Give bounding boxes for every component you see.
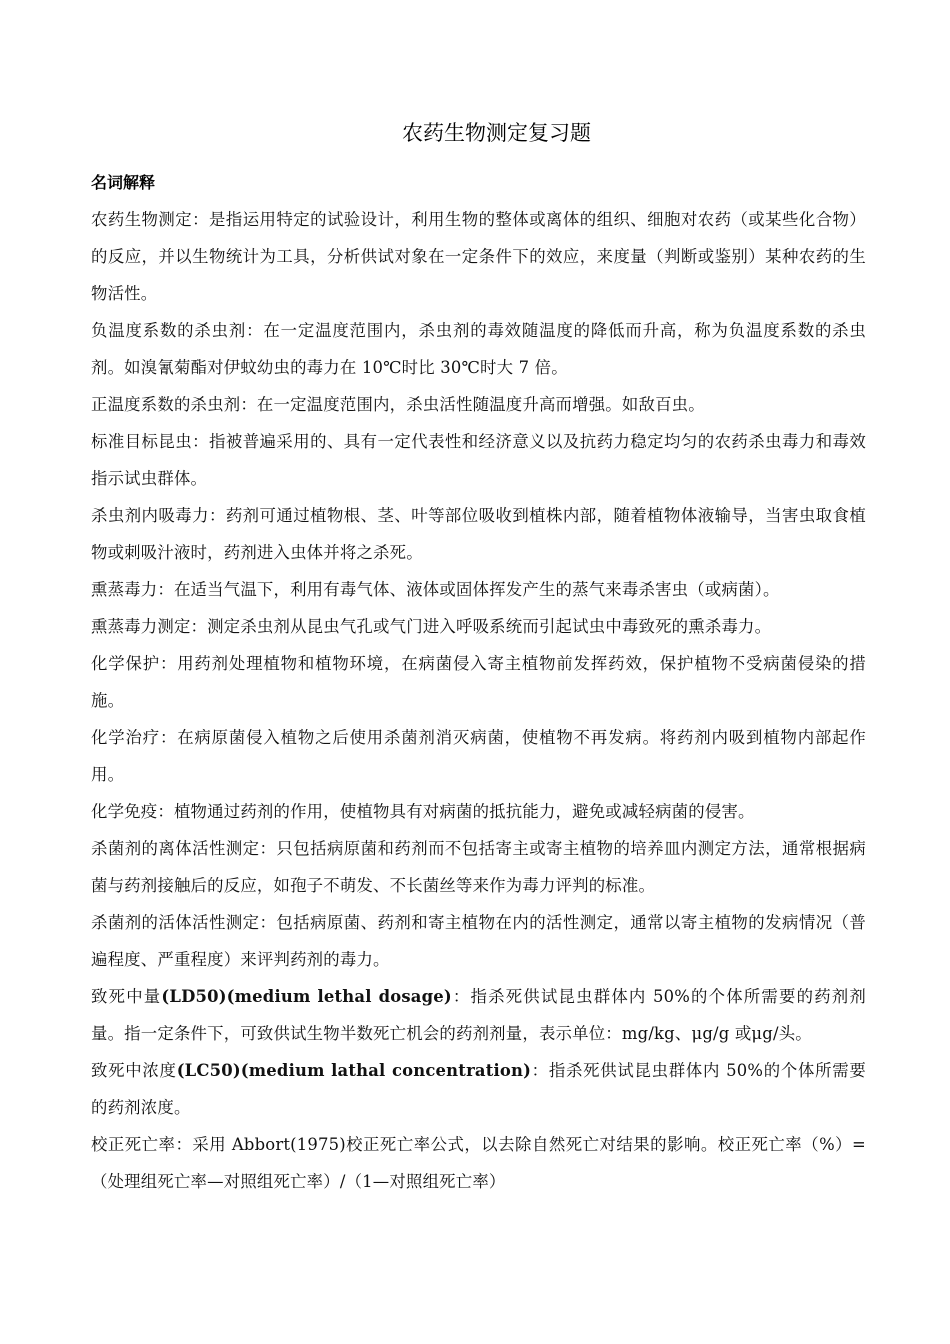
definition-entry [91,571,866,608]
definition-entry [91,312,866,386]
definition-term: 熏蒸毒力： [91,580,174,599]
definition-text: 药剂可通过植物根、茎、叶等部位吸收到植株内部，随着植物体液输导，当害虫取食植物或刺吸汁液时，药剂进入虫体并将之杀死。 [91,506,866,562]
definition-text: 采用 Abbort(1975)校正死亡率公式，以去除自然死亡对结果的影响。校正死亡率（%）=（处理组死亡率—对照组死亡率）/（1—对照组死亡率） [91,1135,866,1191]
definition-term-tail: ： [531,1061,549,1080]
definition-term: 化学保护： [91,654,178,673]
definition-term: 正温度系数的杀虫剂： [91,395,257,414]
definition-text: 测定杀虫剂从昆虫气孔或气门进入呼吸系统而引起试虫中毒致死的熏杀毒力。 [207,617,772,636]
section-heading: 名词解释 [91,173,156,192]
definition-term: 农药生物测定： [91,210,209,229]
definition-entry [91,608,866,645]
definition-term: 化学免疫： [91,802,174,821]
definition-term: 杀菌剂的活体活性测定： [91,913,277,932]
definition-text: 只包括病原菌和药剂而不包括寄主或寄主植物的培养皿内测定方法，通常根据病菌与药剂接触后的反应，如孢子不萌发、不长菌丝等来作为毒力评判的标准。 [91,839,866,895]
definition-term: 熏蒸毒力测定： [91,617,208,636]
definition-term-tail: ： [451,987,471,1006]
definition-text: 植物通过药剂的作用，使植物具有对病菌的抵抗能力，避免或减轻病菌的侵害。 [173,802,755,821]
definition-text: 是指运用特定的试验设计，利用生物的整体或离体的组织、细胞对农药（或某些化合物）的反应，并以生物统计为工具，分析供试对象在一定条件下的效应，来度量（判断或鉴别）某种农药的生物活性。 [91,210,866,303]
definition-text: 包括病原菌、药剂和寄主植物在内的活性测定，通常以寄主植物的发病情况（普遍程度、严重程度）来评判药剂的毒力。 [91,913,866,969]
definition-entry [91,904,866,978]
definition-entry [91,386,866,423]
definition-text: 用药剂处理植物和植物环境，在病菌侵入寄主植物前发挥药效，保护植物不受病菌侵染的措施。 [91,654,867,710]
definition-text: 在一定温度范围内，杀虫剂的毒效随温度的降低而升高，称为负温度系数的杀虫剂。如溴氰菊酯对伊蚊幼虫的毒力在 10℃时比 30℃时大 7 倍。 [91,321,867,377]
definition-term: 化学治疗： [91,728,178,747]
definition-text: 在适当气温下，利用有毒气体、液体或固体挥发产生的蒸气来毒杀害虫（或病菌）。 [173,580,780,599]
definition-term: 杀虫剂内吸毒力： [91,506,226,525]
definition-term: 致死中量 [91,987,162,1006]
definition-term: 致死中浓度 [91,1061,177,1080]
definition-text: 指杀死供试昆虫群体内 50%的个体所需要的药剂浓度。 [91,1061,866,1117]
definition-term: 负温度系数的杀虫剂： [91,321,264,340]
definition-text: 在一定温度范围内，杀虫活性随温度升高而增强。如敌百虫。 [256,395,705,414]
definition-text: 指杀死供试昆虫群体内 50%的个体所需要的药剂剂量。指一定条件下，可致供试生物半数死亡机会的药剂剂量，表示单位：mg/kg、μg/g 或μg/头。 [91,987,867,1043]
definition-entry [91,1126,866,1200]
definition-entry [91,1052,866,1126]
definition-term: 标准目标昆虫： [91,432,209,451]
definition-entry [91,978,866,1052]
definition-entry [91,645,866,719]
definition-entry [91,423,866,497]
definition-entry [91,719,866,793]
definition-entry [91,830,866,904]
definition-entry [91,497,866,571]
definition-entry [91,793,866,830]
document-title: 农药生物测定复习题 [402,121,591,145]
definition-term: 校正死亡率： [91,1135,193,1154]
definition-term: 杀菌剂的离体活性测定： [91,839,277,858]
definition-term-abbrev: (LD50)(medium lethal dosage) [161,987,452,1006]
definition-text: 指被普遍采用的、具有一定代表性和经济意义以及抗药力稳定均匀的农药杀虫毒力和毒效指示试虫群体。 [91,432,866,488]
definition-entry [91,201,866,312]
document-page [91,113,866,1200]
definition-term-abbrev: (LC50)(medium lathal concentration) [176,1061,532,1080]
definition-text: 在病原菌侵入植物之后使用杀菌剂消灭病菌，使植物不再发病。将药剂内吸到植物内部起作用。 [91,728,867,784]
